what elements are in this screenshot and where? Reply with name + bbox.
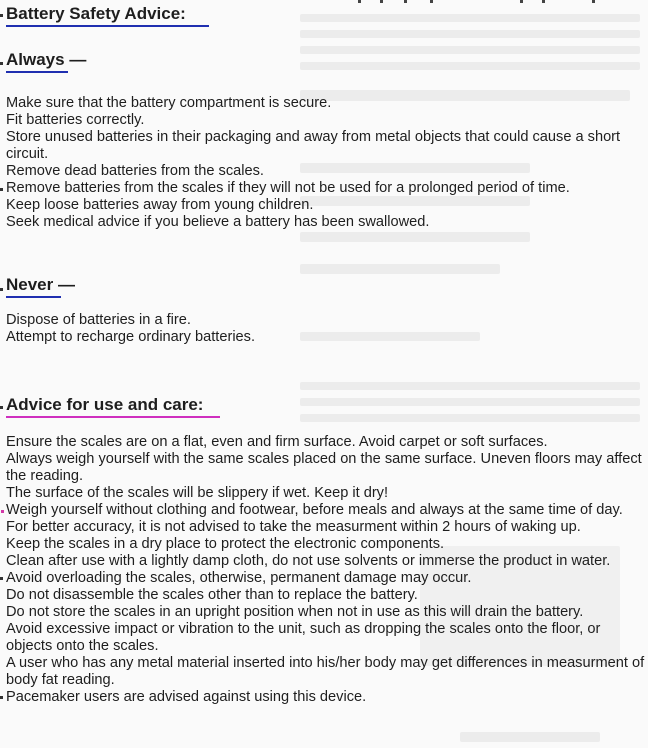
margin-mark (0, 14, 3, 17)
margin-mark (0, 696, 3, 699)
margin-mark (0, 288, 3, 291)
margin-mark (0, 62, 3, 65)
care-list (6, 434, 646, 706)
list-item: Dispose of batteries in a fire. (6, 312, 191, 328)
list-item: A user who has any metal material inserted into his/her body may get differences in measurment of body fat reading. (6, 655, 645, 688)
list-item: Avoid excessive impact or vibration to the unit, such as dropping the scales onto the floor, or objects onto the scales. (6, 621, 601, 654)
margin-mark (0, 188, 3, 191)
never-list (6, 312, 646, 346)
list-item: Clean after use with a lightly damp cloth, do not use solvents or immerse the product in water. (6, 553, 611, 569)
list-item: Keep loose batteries away from young children. (6, 197, 314, 213)
always-heading-dash: — (69, 50, 87, 69)
list-item: Do not store the scales in an upright position when not in use as this will drain the battery. (6, 604, 584, 620)
always-heading (6, 50, 86, 70)
margin-mark (0, 406, 3, 409)
list-item: Weigh yourself without clothing and footwear, before meals and always at the same time of day. (6, 502, 623, 518)
document-title-text: Battery Safety Advice: (6, 4, 186, 23)
care-heading-text: Advice for use and care: (6, 395, 204, 414)
list-item: Attempt to recharge ordinary batteries. (6, 329, 256, 345)
list-item: Seek medical advice if you believe a battery has been swallowed. (6, 214, 430, 230)
list-item: Always weigh yourself with the same scales placed on the same surface. Uneven floors may affect the reading. (6, 451, 642, 484)
list-item: Pacemaker users are advised against using this device. (6, 689, 367, 705)
list-item: Avoid overloading the scales, otherwise, permanent damage may occur. (6, 570, 472, 586)
list-item: Remove batteries from the scales if they will not be used for a prolonged period of time. (6, 180, 570, 196)
care-heading (6, 395, 203, 415)
always-list (6, 95, 646, 231)
list-item: Keep the scales in a dry place to protect the electronic components. (6, 536, 445, 552)
list-item: Fit batteries correctly. (6, 112, 145, 128)
document-title (6, 4, 186, 24)
list-item: Do not disassemble the scales other than to replace the battery. (6, 587, 418, 603)
never-heading (6, 275, 75, 295)
list-item: Ensure the scales are on a flat, even and firm surface. Avoid carpet or soft surfaces. (6, 434, 548, 450)
list-item: Make sure that the battery compartment is secure. (6, 95, 332, 111)
title-underline (6, 25, 209, 27)
list-item: Store unused batteries in their packaging and away from metal objects that could cause a short circuit. (6, 129, 621, 162)
never-heading-dash: — (58, 275, 75, 294)
margin-mark (0, 577, 3, 580)
never-heading-text: Never (6, 275, 54, 294)
never-underline (6, 296, 61, 298)
always-underline (6, 71, 68, 73)
list-item: The surface of the scales will be slippery if wet. Keep it dry! (6, 485, 389, 501)
always-heading-text: Always (6, 50, 65, 69)
margin-mark (1, 510, 4, 513)
list-item: For better accuracy, it is not advised to take the measurment within 2 hours of waking up. (6, 519, 581, 535)
list-item: Remove dead batteries from the scales. (6, 163, 264, 179)
care-underline (6, 416, 220, 418)
